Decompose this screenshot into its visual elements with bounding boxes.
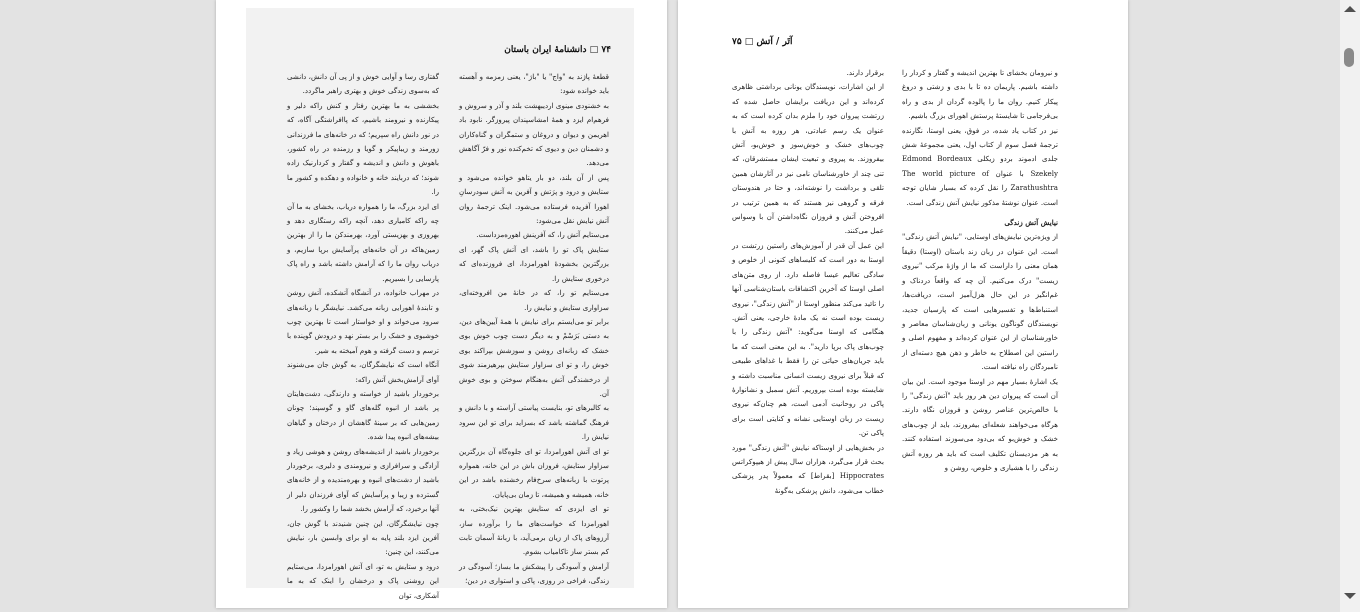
- page-header: ۷۴ □ دانشنامهٔ ایران باستان: [504, 45, 611, 55]
- paragraph: گفتاری رسا و آوایی خوش و از پی آن دانش، دانشی که به‌سوی زندگی خوش و بهتری راهبر ماگردد.: [287, 72, 439, 96]
- paragraph: می‌ستایم تو را، که در خانهٔ من افروخته‌ای، سزاواری ستایش و نیایش را.: [459, 288, 609, 312]
- paragraph: برخوردار باشید از خواسته و دارندگی، دشت‌هایتان پر باشد از انبوه گله‌های گاو و گوسپند؛ چونان زمین‌هایی که بر سینهٔ گاهشان از درختان و گیاهان بیشه‌های انبوه پیدا شده.: [287, 388, 439, 442]
- paragraph: آنگاه است که نیایشگرگان، به گوش جان می‌شنوند آوای آرامش‌بخش آتش راکه:: [287, 360, 439, 384]
- paragraph: پس از آن بلند، دو بار یتاهو خوانده می‌شود و ستایش و درود و پرَتش و آفرین به آتش سودرسانِ اهورا آفریده فرستاده می‌شود. اینک ترجمهٔ روان آتش نیایش نقل می‌شود:: [459, 172, 609, 226]
- paragraph: از ویژه‌ترین نیایش‌های اوستایی، "نیایش آتش زندگی" است. این عنوان در زبان زند باستان (اوستا) دقیقاً همان معنی را داراست که ما از واژهٔ مرکب "نیروی زیست" درک می‌کنیم. آن چه که واقعاً دردناک و غم‌انگیز در این حال هزل‌آمیز است، دریافت‌ها، استنباط‌ها و تفسیرهایی است که پارسیان جدید، نویسندگان گوناگون یونانی و زبان‌شناسان معاصر و خاورشناسان از این عنوان کرده‌اند و مفهوم اصلی و راستین این اصطلاح به خاطر و ذهن هیچ دسته‌ای از نامبردگان راه نیافته است.: [902, 232, 1058, 372]
- paragraph: آرامش و آسودگی را پیشکش ما بساز؛ آسودگی در زندگی، فراخی در روزی، پاکی و استواری در دین؛: [459, 561, 609, 586]
- paragraph: تو ای ایزدی که ستایش بهترین نیک‌بختی، به اهورامزدا که خواست‌های ما را برآورده ساز، آرزوهای پاک از زیان برمی‌آید، با زبانهٔ آسمان تابت کم بستر ساز تاکامیاب بشوم.: [459, 504, 609, 557]
- paragraph: یک اشارهٔ بسیار مهم در اوستا موجود است. این بیان آن است که پیروان دین هر روز باید "آتش زندگی" را با خالص‌ترین عناصر روشن و فروزان نگاه دارند. هرگاه می‌خواهند شعله‌ای بیفروزند، باید از چوب‌های خشک و خوش‌بو که بی‌دود می‌سوزند استفاده کنند. به هر مزدیسنان تکلیف است که باید هر روزه آتش زندگی را با هشیاری و خلوص، روشن و: [902, 376, 1058, 472]
- paragraph: چون نیایشگرگان، این چنین شنیدند با گوش جان، آفرین ایزد بلند پایه به او برای وابسین بار، نیایش می‌کنند، این چنین:: [287, 518, 439, 557]
- paragraph: این عمل آن قدر از آموزش‌های راستین زرتشت در اوستا به دور است که کلیسا‌های کنونی از خلوص و سادگی تعالیم عیسا فاصله دارد. از روی متن‌های اصلی اوستا که آخرین اکتشافات باستان‌شناسی آنها را تائید می‌کند منظور اوستا از "آتش زندگی"، نیروی زیست بوده است نه یک مادهٔ خارجی، یعنی آتش. هنگامی که اوستا می‌گوید: "آتش زندگی را با چوب‌های پاک برپا دارید". به این معنی است که ما باید جریان‌های حیاتی تن را فقط با غذاهای طبیعی که قبلاً برای نیروی زیست انسانی مناسبت داشته و شایسته بوده است بپروریم. آتش سمبل و نشانوارهٔ پاکی در روحانیت آدمی است، هم چنان‌که نیروی زیست در زبان اوستایی نشانه و کنایتی است برای پاکی تن.: [732, 240, 884, 438]
- paragraph: در بخش‌هایی از اوستاکه نیایش "آتش زندگی" مورد بحث قرار می‌گیرد، هزاران سال پیش از هیپوکراتس Hippocrates [بقراط] که معمولاً پدر پزشکی خطاب می‌شود، دانش پزشکی به‌گونهٔ: [732, 442, 884, 495]
- page-header: آتَر / آتش □ ۷۵: [732, 37, 793, 47]
- paragraph: ستایش پاک تو را باشد، ای آتش پاک گهر، ای بزرگترین بخشودهٔ اهورامزدا، ای فروزنده‌ای که درخوری ستایش را.: [459, 244, 609, 283]
- triangle-up-icon[interactable]: [1344, 6, 1356, 12]
- pdf-page-74: [216, 0, 667, 608]
- paragraph: برخوردار باشید از اندیشه‌های روشن و هوشی زیاد و آزادگی و سرافرازی و نیرومندی و دلیری، برخوردار باشید از دشت‌های انبوه و بهره‌مندیده و از خانه‌های گسترده و زیبا و پرآسایش که آوای فرزندان دلیر از آنها برخیزد، که آرامش بخشد شما را وکشور را.: [287, 446, 439, 514]
- paragraph: نیز در کتاب یاد شده، در فوق، یعنی اوستا، نگارنده ترجمهٔ فصل سوم از کتاب اول، یعنی مجموعهٔ شش جلدی ادموند بردو زیکلی Edmond Bordeaux Szekely با عنوان The world picture of Zarathushtra را نقل کرده که بسیار شایان توجه است. عنوان نوشتهٔ مذکور نیایش آتش زندگی است.: [902, 125, 1059, 207]
- paragraph: در مهراب خانواده، در آتشگاه آتشکده، آتش روشن و تابندهٔ اهورایی زبانه می‌کشد. نیایشگر با زبانه‌های سرود می‌خواند و او خواستار است تا بهترین چوب خوشبوی و خشک را بر بستر نهد و درودش گوینده با ترسم و دست گرفته و هوم آمیخته به شیر.: [287, 288, 439, 355]
- text-column-right: [902, 66, 1058, 475]
- text-column-left: [732, 66, 884, 498]
- paragraph: می‌ستایم آتش را، که آفرینش اهوره‌مزداست.: [476, 230, 609, 240]
- paragraph: ای ایزد بزرگ، ما را همواره دریاب، بخشای به ما آن چه راکه کامیاری دهد، آنچه راکه رستگاری دهد و بهروزی و بهزیستی آورد، بهرمندکن ما را از بهترین زمین‌هاکه در آن خانه‌های پرآسایش برپا سازیم، و دریاب روان ما را که آرامش داشته باشد و راه پاک پارسایی را بسیریم.: [287, 201, 439, 283]
- text-column-left: [287, 70, 439, 603]
- paragraph: قطعهٔ پاژند به "واج" یا "باژ"، یعنی زمزمه و آهسته باید خوانده شود:: [459, 72, 609, 96]
- triangle-down-icon[interactable]: [1344, 593, 1356, 599]
- section-subheading: نیایش آتش زندگی: [1004, 218, 1058, 228]
- paragraph: تو ای آتش اهورامزدا، تو ای جلوه‌گاه آن بزرگترین سزاوار ستایش، فروزان باش در این خانه، همواره پرتوت با زبانه‌های سرخ‌فام رخشنده باشد در این خانه، همیشه و همیشه، تا زمان بی‌پایان.: [459, 446, 609, 499]
- paragraph: به خشنودی مینوی اردیبهشت بلند و آذر و سروش و فرهم‌ام ایزد و همهٔ امشاسپندان پیروزگر. نابود باد اهریمن و دیوان و دروغان و ستمگران و گناه‌کاران و دشمنان دین و دیوی که تخم‌کنده نور و فرّ آگاهش می‌دهد.: [459, 100, 609, 168]
- paragraph: از این اشارات، نویسندگان یونانی برداشتی ظاهری کرده‌اند و این دریافت برایشان حاصل شده که زرتشت پیروان خود را ملزم بدان کرده است که به عنوان یک رسم عبادتی، هر روزه به آتش با چوب‌های خشک و خوش‌سوز و خوش‌بو، آتش بیفروزند. به پیروی و تبعیت ایشان مستشرقان، که تنی چند از خاورشناسان نامی نیز در آثارشان همین تلقی و برداشت را نوشته‌اند، و حتا در هندوستان فرقه و گروهی نیز هستند که به همین ترتیب در افروختن آتش و فروزان نگاه‌داشتن آن با وسواس عمل می‌کنند.: [732, 82, 884, 236]
- paragraph: و نیرومان بخشای تا بهترین اندیشه و گفتار و کردار را داشته باشیم. پاریمان ده تا با بدی و زشتی و دروغ پیکار کنیم. روان ما را پالوده گردان از بدی و راه بی‌فرجامی تا شایستهٔ پرستش اهورای بزرگ باشیم.: [902, 68, 1058, 121]
- paragraph: برقرار دارند.: [846, 68, 884, 77]
- scrollbar-thumb[interactable]: [1344, 48, 1354, 67]
- vertical-scrollbar[interactable]: [1340, 0, 1360, 612]
- pdf-page-75: [678, 0, 1128, 608]
- paragraph: بخششی به ما بهترین رفتار و کنش راکه دلیر و پیکارنده و نیرومند باشیم، که پاافراشتگی آگاه، که در نور دانش راه سپریم؛ که در خانه‌های ما فرزندانی زورمند و زیباپیکر و گویا و رزمنده در راه کشور، باهوش و دانش و اندیشه و گفتار و کردارنیک زاده شوند؛ که دربایند خانه و خانواده و دهکده و کشور ما را.: [287, 100, 439, 197]
- paragraph: درود و ستایش به تو، ای آتش اهورامزدا، می‌ستایم این روشنی پاک و درخشان را اینک که به ما آشکاری، توان: [287, 561, 439, 600]
- paragraph: به‌ کالبرهای تو، بنایست پیاستی آراسته و با دانش و فرهنگ گماشته باشد که بسزاید برای تو این سرود نیایش را.: [459, 403, 609, 442]
- paragraph: برابر تو می‌ایستم برای نیایش با همهٔ آیین‌های دین، به دستی بَرَسْمْ و به دیگر دست چوب خوش بوی خشک که زبانه‌ای روشن و سوزشش بپراکند بوی خوش را، و تو ای سزاوار ستایش بپرهیزمند شوی از درخشندگی آتش به‌هنگام سوختن و بوی خوش آن.: [459, 316, 609, 398]
- text-column-right: [459, 70, 609, 589]
